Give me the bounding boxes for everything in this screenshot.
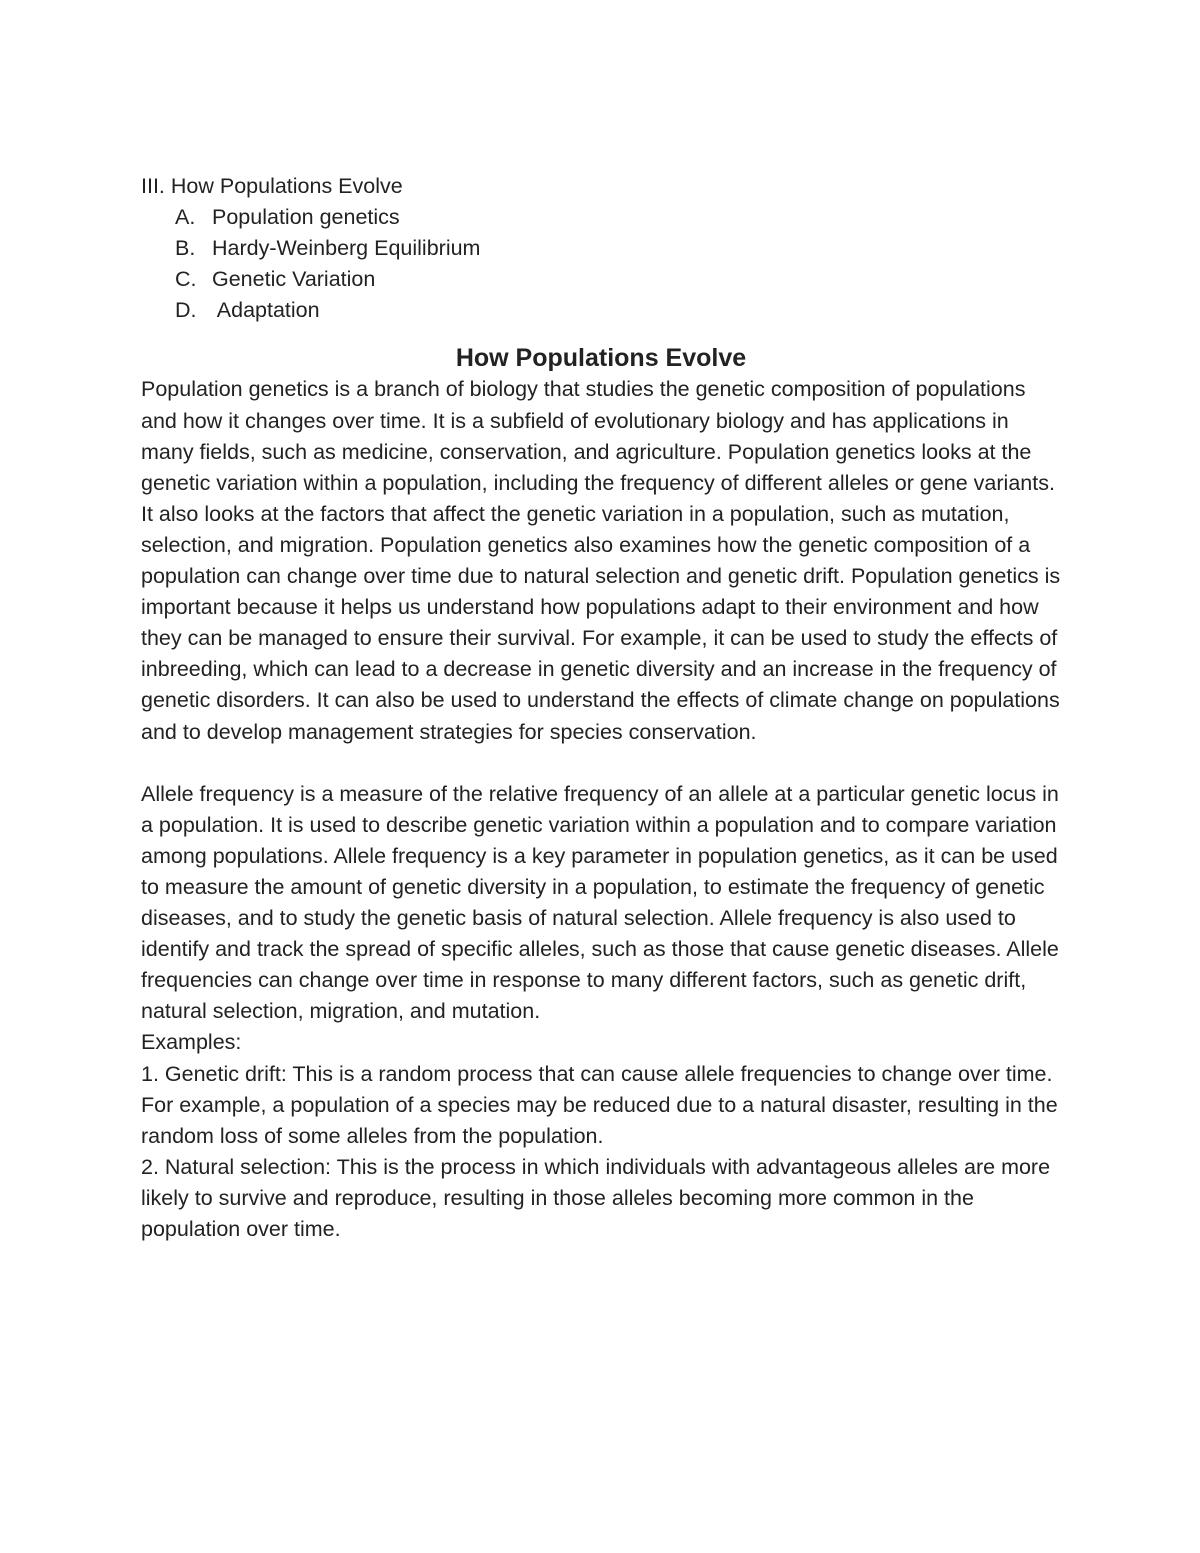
outline-item bbox=[141, 202, 1061, 233]
outline-marker: C. bbox=[175, 267, 197, 292]
outline-marker: D. bbox=[175, 298, 197, 323]
outline-heading: III. How Populations Evolve bbox=[141, 174, 403, 198]
example-genetic-drift: 1. Genetic drift: This is a random process that can cause allele frequencies to change over time. For example, a population of a species may be reduced due to a natural disaster, resulting in the random loss of some alleles from the population. bbox=[141, 1061, 1058, 1148]
outline-item bbox=[141, 295, 1061, 326]
outline-marker: B. bbox=[175, 236, 196, 261]
outline-item bbox=[141, 264, 1061, 295]
paragraph-spacer bbox=[141, 748, 1061, 779]
outline-item-text: Genetic Variation bbox=[212, 267, 376, 292]
example-natural-selection: 2. Natural selection: This is the process in which individuals with advantageous alleles are more likely to survive and reproduce, resulting in those alleles becoming more common in the population over time. bbox=[141, 1154, 1051, 1241]
paragraph-allele-frequency: Allele frequency is a measure of the relative frequency of an allele at a particular genetic locus in a population. It is used to describe genetic variation within a population and to compare variation among populations. Allele frequency is a key parameter in population genetics, as it can be used to measure the amount of genetic diversity in a population, to estimate the frequency of genetic diseases, and to study the genetic basis of natural selection. Allele frequency is also used to identify and track the spread of specific alleles, such as those that cause genetic diseases. Allele frequencies can change over time in response to many different factors, such as genetic drift, natural selection, migration, and mutation. bbox=[141, 781, 1059, 1024]
outline-marker: A. bbox=[175, 205, 196, 230]
document-content bbox=[141, 171, 1061, 1245]
document-title: How Populations Evolve bbox=[455, 344, 747, 373]
outline-item-text: Population genetics bbox=[212, 205, 400, 230]
outline-item-text: Hardy-Weinberg Equilibrium bbox=[212, 236, 481, 261]
examples-label: Examples: bbox=[141, 1030, 242, 1055]
paragraph-population-genetics: Population genetics is a branch of biology that studies the genetic composition of populations and how it changes over time. It is a subfield of evolutionary biology and has applications in many fields, such as medicine, conservation, and agriculture. Population genetics looks at the genetic variation within a population, including the frequency of different alleles or gene variants. It also looks at the factors that affect the genetic variation in a population, such as mutation, selection, and migration. Population genetics also examines how the genetic composition of a population can change over time due to natural selection and genetic drift. Population genetics is important because it helps us understand how populations adapt to their environment and how they can be managed to ensure their survival. For example, it can be used to study the effects of inbreeding, which can lead to a decrease in genetic diversity and an increase in the frequency of genetic disorders. It can also be used to understand the effects of climate change on populations and to develop management strategies for species conservation. bbox=[141, 377, 1061, 744]
outline-item bbox=[141, 233, 1061, 264]
outline-item-text: Adaptation bbox=[212, 298, 320, 323]
outline-list bbox=[141, 202, 1061, 326]
